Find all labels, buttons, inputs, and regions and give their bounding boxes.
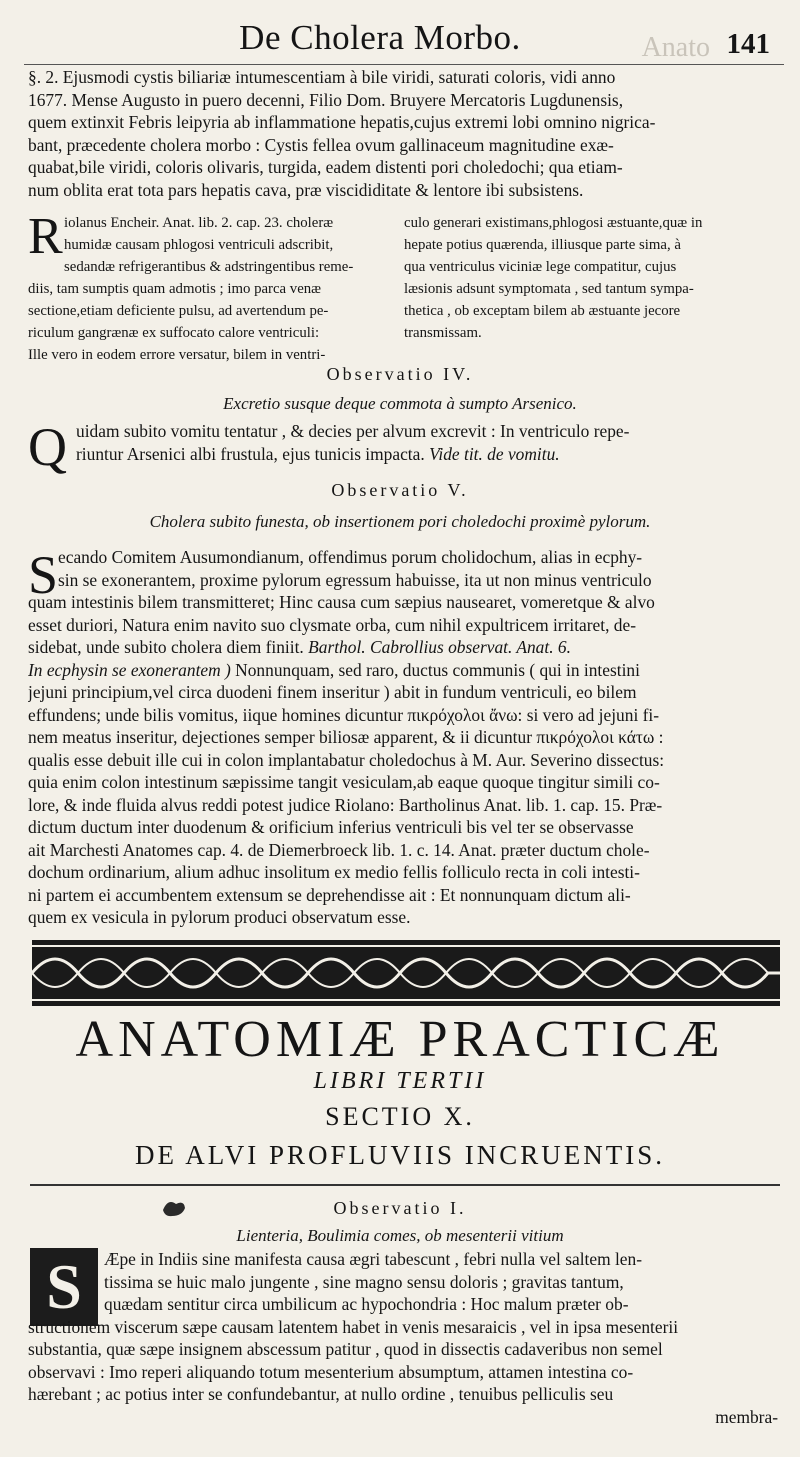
observatio-1-subtitle: Lienteria, Boulimia comes, ob mesenterii vitium — [236, 1226, 564, 1245]
text-line: qua ventriculus viciniæ lege compatitur, cujus — [404, 259, 677, 275]
text-line: effundens; unde bilis vomitus, iique homines dicuntur πικρόχολοι ἄνω: si vero ad jejuni fi- — [28, 704, 660, 725]
text-line: sedandæ refrigerantibus & adstringentibus reme- — [64, 259, 354, 275]
text-line: culo generari existimans,phlogosi æstuante,quæ in — [404, 215, 703, 231]
text-line: ni partem ei accumbentem extensum se deprehendisse ait : Et nonnunquam dictum ali- — [28, 884, 631, 905]
ornate-initial-s: S — [30, 1248, 98, 1326]
text-span: sidebat, unde subito cholera diem finiit. — [28, 637, 304, 657]
text-line: iolanus Encheir. Anat. lib. 2. cap. 23. choleræ — [64, 215, 334, 231]
text-line: hærebant ; ac potius inter se confundebantur, at nullo ordine , tenuibus pelliculis seu — [28, 1384, 614, 1404]
text-span: Nonnunquam, sed raro, ductus communis ( qui in intestini — [235, 659, 640, 680]
text-line: sin se exonerantem, proxime pylorum egressum habuisse, ita ut non minus ventriculo — [58, 569, 652, 590]
text-line: structionem viscerum sæpe causam latentem habet in venis mesaraicis , vel in ipsa mesenterii — [28, 1316, 679, 1337]
text-line: quia enim colon intestinum sæpissime tangit vesiculam,ab eaque quoque tingitur simili co- — [28, 772, 660, 792]
text-line: quem extinxit Febris leipyria ab inflammatione hepatis,cujus extremi lobi omnino nigrica- — [28, 112, 656, 132]
text-line: uidam subito vomitu tentatur , & decies per alvum excrevit : In ventriculo repe- — [76, 421, 630, 441]
riolanus-left-column — [28, 212, 400, 366]
text-line: substantia, quæ sæpe insignem abscessum patitur , quod in dissectis cadaveribus non semel — [28, 1339, 663, 1359]
text-line: ait Marchesti Anatomes cap. 4. de Diemerbroeck lib. 1. c. 14. Anat. præter ductum chole- — [28, 839, 650, 860]
text-line: quem ex vesicula in pylorum produci observatum esse. — [28, 907, 411, 927]
observatio-1-heading: Observatio I. — [333, 1198, 467, 1218]
sectio-title: SECTIO X. — [325, 1102, 475, 1131]
text-line: jejuni principium,vel circa duodeni finem inseritur ) abit in fundum ventriculi, eo bilem — [28, 682, 637, 702]
header-rule — [24, 64, 784, 65]
text-line: transmissam. — [404, 325, 482, 341]
section-rule — [30, 1184, 780, 1186]
de-title: DE ALVI PROFLUVIIS INCRUENTIS. — [134, 1140, 666, 1170]
text-line: thetica , ob exceptam bilem ab æstuante jecore — [404, 303, 681, 319]
text-line — [76, 443, 778, 466]
text-line: observavi : Imo reperi aliquando totum mesenterium absumptum, attamen intestina co- — [28, 1361, 634, 1382]
paragraph-section-2 — [28, 66, 778, 201]
observatio-5-text — [28, 546, 778, 929]
text-line: 1677. Mense Augusto in puero decenni, Filio Dom. Bruyere Mercatoris Lugdunensis, — [28, 89, 624, 110]
text-line: Ille vero in eodem errore versatur, bilem in ventri- — [28, 347, 326, 363]
bleed-through-text: Anato — [641, 32, 710, 63]
ornamental-band — [32, 940, 780, 1006]
text-line: tissima se huic malo jungente , sine magno sensu doloris ; gravitas tantum, — [104, 1271, 624, 1292]
text-line: humidæ causam phlogosi ventriculi adscribit, — [64, 237, 334, 253]
observatio-5-subtitle: Cholera subito funesta, ob insertionem pori choledochi proximè pylorum. — [149, 512, 651, 531]
cross-reference: Vide tit. de vomitu. — [429, 443, 560, 464]
text-line: Æpe in Indiis sine manifesta causa ægri tabescunt , febri nulla vel saltem len- — [104, 1249, 642, 1269]
text-line: bant, præcedente cholera morbo : Cystis fellea ovum gallinaceum magnitudine exæ- — [28, 134, 614, 155]
text-line: læsionis adsunt symptomata , sed tantum sympa- — [404, 281, 694, 297]
lemma: In ecphysin se exonerantem ) — [28, 659, 231, 680]
text-line: quædam sentitur circa umbilicum ac hypochondria : Hoc malum præter ob- — [104, 1294, 629, 1314]
text-line: sectione,etiam deficiente pulsu, ad avertendum pe- — [28, 303, 329, 319]
text-line: qualis esse debuit ille cui in colon implantabatur choledochus à M. Aur. Severino dissectus: — [28, 749, 665, 770]
running-title: De Cholera Morbo. — [239, 18, 521, 57]
text-line: num oblita erat tota pars hepatis cava, præ viscididitate & lentore ibi subsistens. — [28, 179, 584, 200]
text-line: lore, & inde fluida alvus reddi potest judice Riolano: Bartholinus Anat. lib. 1. cap. 15. Præ- — [28, 794, 663, 815]
libri-title: LIBRI TERTII — [313, 1068, 487, 1094]
section-title: ANATOMIÆ PRACTICÆ — [75, 1011, 725, 1068]
catchword: membra- — [715, 1406, 778, 1427]
citation: Barthol. Cabrollius observat. Anat. 6. — [308, 637, 571, 657]
riolanus-right-column — [404, 212, 776, 344]
page-number: 141 — [726, 28, 770, 60]
text-line: quam intestinis bilem transmitteret; Hinc causa cum sæpius nausearet, vomeretque & alvo — [28, 592, 655, 612]
text-line: nem meatus inseritur, dejectiones semper biliosæ apparent, & ii dicuntur πικρόχολοι κάτω : — [28, 727, 664, 747]
observatio-4-heading: Observatio IV. — [326, 364, 474, 384]
text-line: ecando Comitem Ausumondianum, offendimus porum cholidochum, alias in ecphy- — [58, 547, 643, 567]
text-line: esset duriori, Natura enim navito suo clysmate orba, cum nihil expultricem irritaret, de- — [28, 614, 637, 635]
text-span: riuntur Arsenici albi frustula, ejus tunicis impacta. — [76, 443, 425, 464]
drop-cap-s: S — [28, 545, 59, 605]
observatio-5-heading: Observatio V. — [331, 480, 469, 500]
running-head — [0, 16, 800, 66]
text-line: hepate potius quærenda, illiusque parte sima, à — [404, 237, 681, 253]
text-line — [28, 636, 778, 659]
text-line: dictum ductum inter duodenum & orificium inferius ventriculi bis vel ter se observasse — [28, 817, 634, 837]
text-line — [28, 659, 778, 682]
text-line: §. 2. Ejusmodi cystis biliariæ intumescentiam à bile viridi, saturati coloris, vidi anno — [28, 67, 616, 87]
text-line: dochum ordinarium, alium adhuc insolitum ex medio fellis folliculo recta in coli intesti- — [28, 862, 640, 882]
text-line: diis, tam sumptis quam admotis ; imo parca venæ — [28, 281, 322, 297]
text-line: quabat,bile viridi, coloris olivaris, turgida, eadem distenti pori choledochi; qua etiam- — [28, 157, 623, 177]
observatio-1-text — [28, 1248, 778, 1428]
observatio-4-text — [76, 420, 778, 465]
drop-cap-r: R — [28, 208, 63, 265]
text-line: riculum gangrænæ ex suffocato calore ventriculi: — [28, 325, 320, 341]
drop-cap-q: Q — [28, 417, 67, 477]
observatio-4-subtitle: Excretio susque deque commota à sumpto Arsenico. — [223, 394, 577, 413]
